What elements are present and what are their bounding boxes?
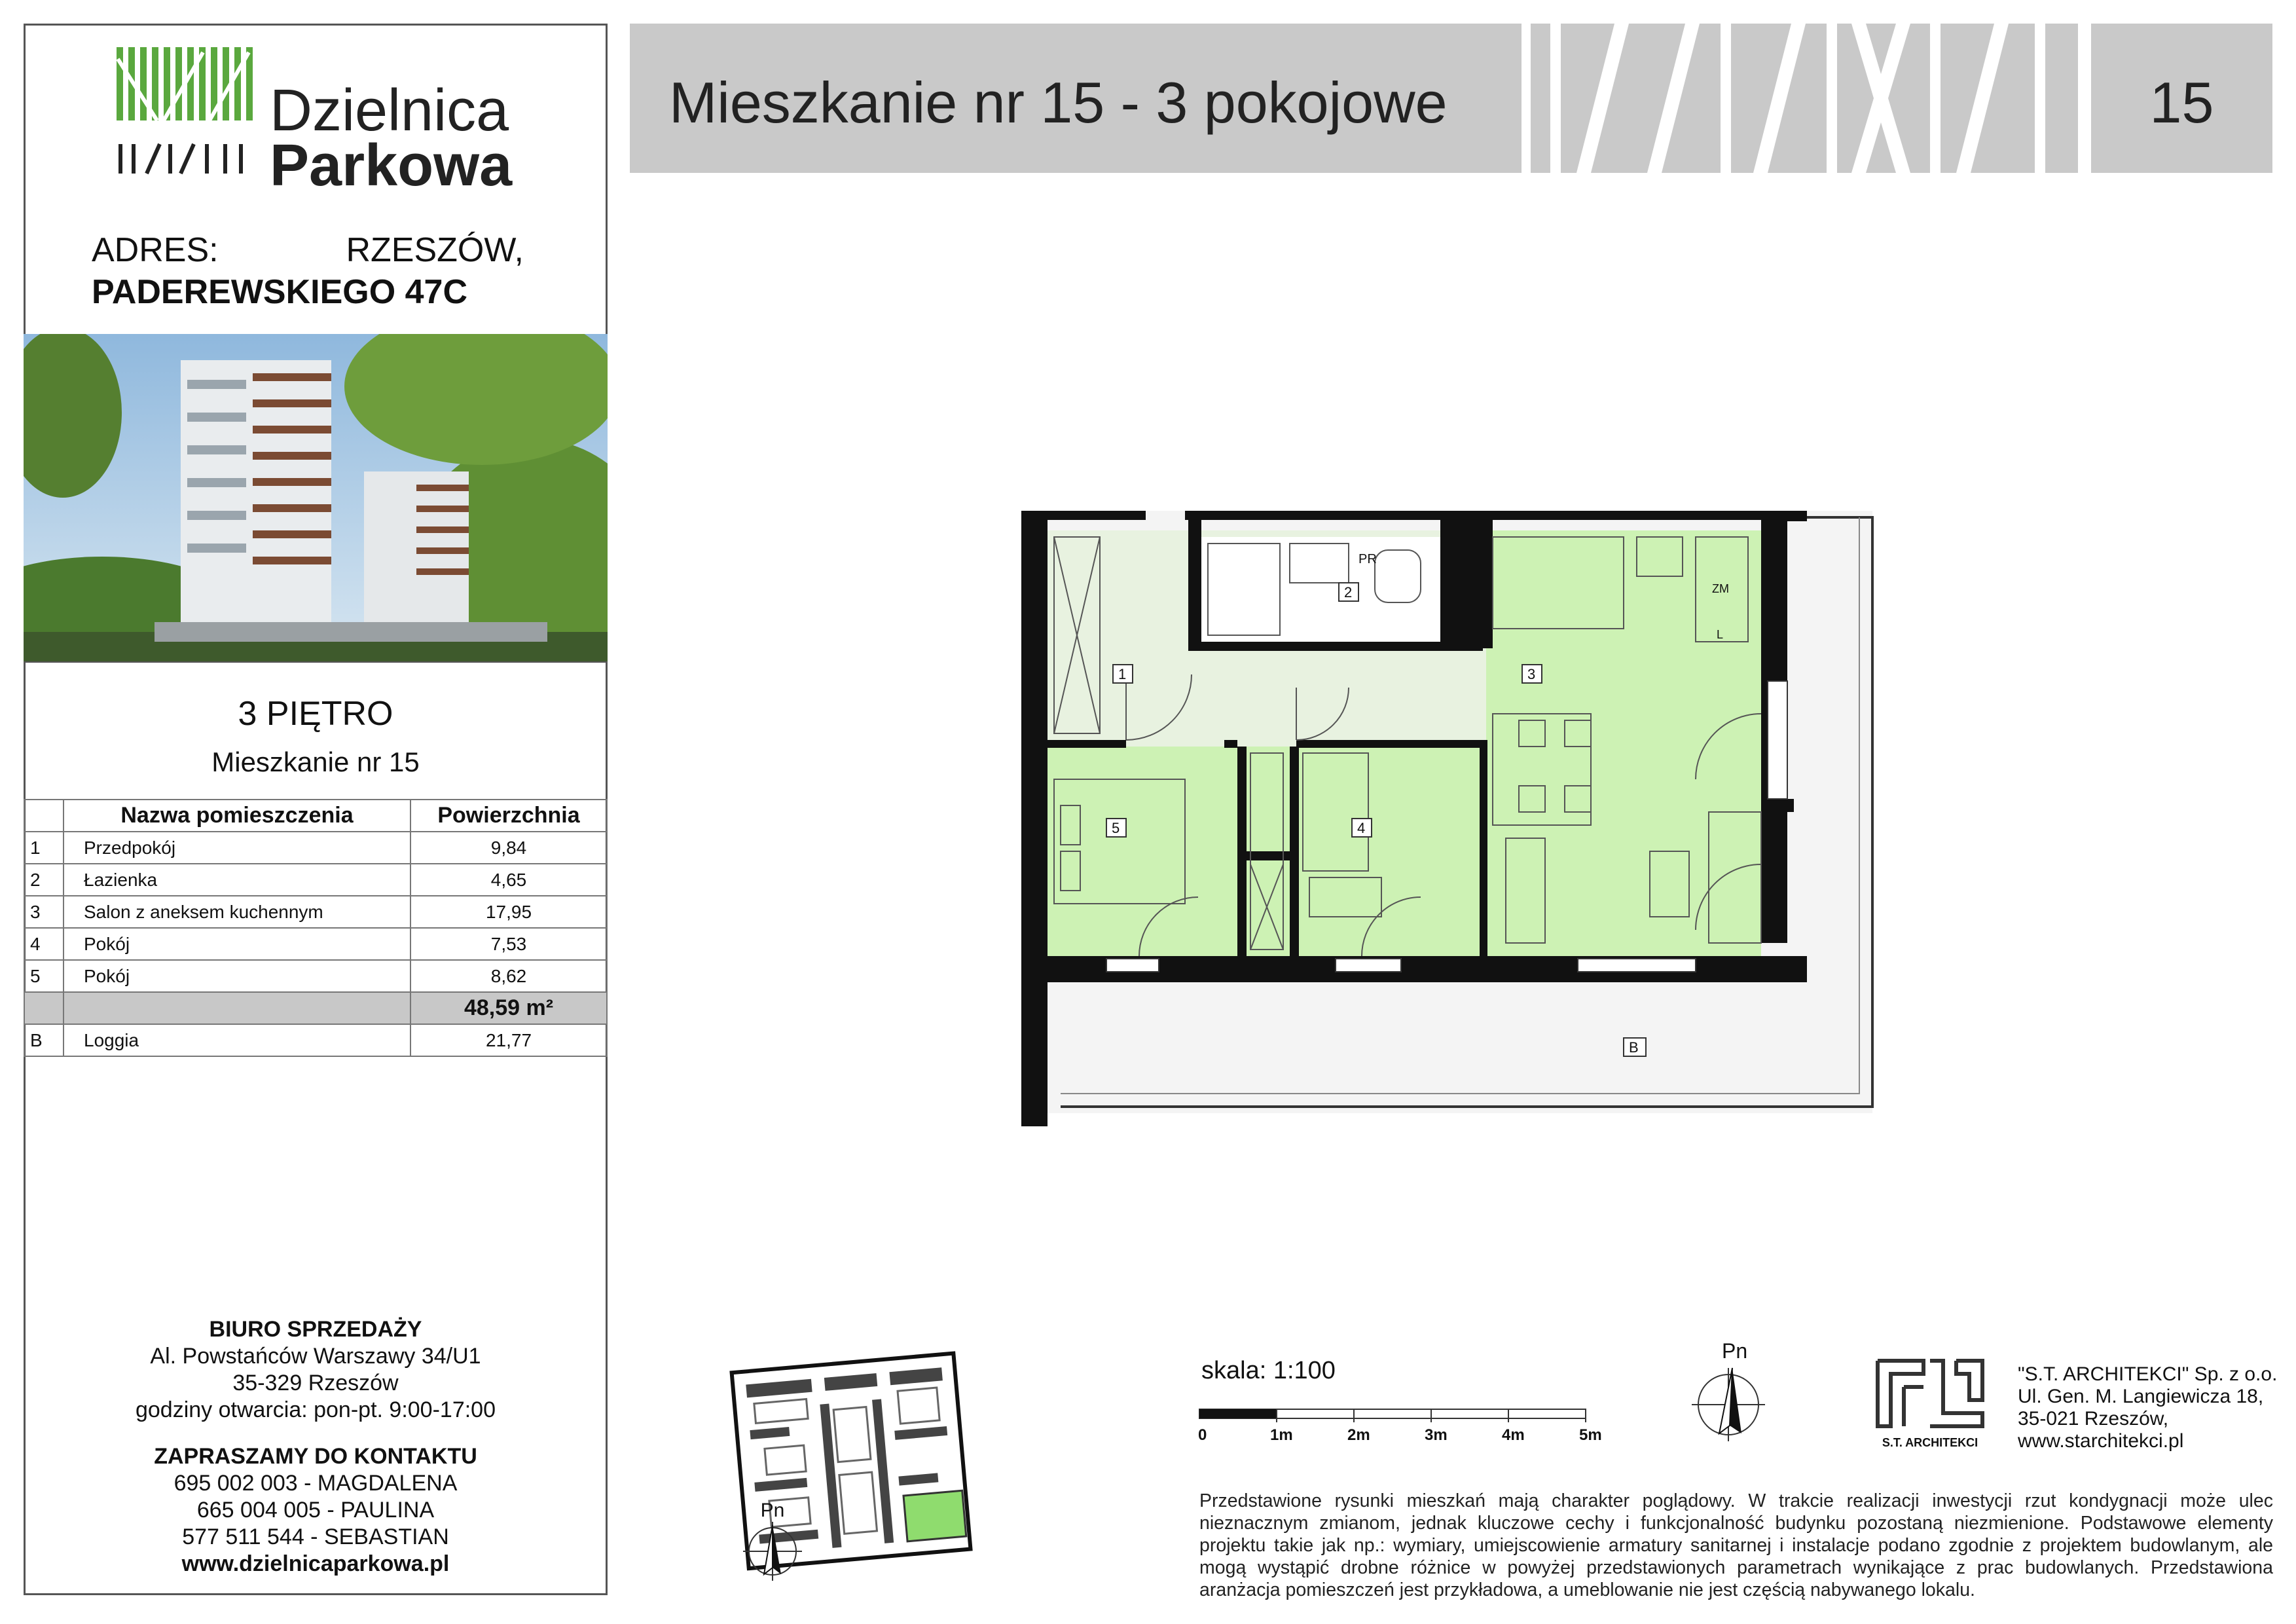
pr-label: PR [1358, 552, 1377, 566]
rooms-table [24, 799, 608, 1057]
room-name: Przedpokój [64, 832, 410, 864]
architect-street: Ul. Gen. M. Langiewicza 18, [2018, 1386, 2264, 1407]
room-num: 4 [24, 928, 64, 960]
contact-phone: 695 002 003 - MAGDALENA [173, 1471, 458, 1496]
contact-phone: 577 511 544 - SEBASTIAN [182, 1524, 449, 1549]
room-label-3: 3 [1527, 666, 1536, 682]
building-key-plan [727, 1329, 989, 1591]
room-area: 17,95 [410, 896, 607, 928]
scale-bar [1198, 1408, 1617, 1454]
building-photo [24, 334, 608, 661]
total-row [24, 992, 607, 1024]
sales-office-title: BIURO SPRZEDAŻY [209, 1317, 422, 1342]
architect-city: 35-021 Rzeszów, [2018, 1408, 2169, 1430]
room-label-2: 2 [1344, 584, 1353, 600]
room-label-5: 5 [1112, 820, 1120, 836]
address-block [92, 229, 524, 313]
room-num: 3 [24, 896, 64, 928]
address-label: ADRES: [92, 231, 219, 269]
address-street: PADEREWSKIEGO 47C [92, 273, 468, 311]
key-plan-highlight [903, 1490, 966, 1541]
table-header-row [24, 800, 607, 832]
room-label-1: 1 [1118, 666, 1127, 682]
room-area: 21,77 [410, 1024, 607, 1056]
scale-tick: 2m [1347, 1426, 1370, 1444]
compass-label: Pn [1722, 1339, 1748, 1363]
table-header-num [24, 800, 64, 832]
sales-office-block [24, 1316, 608, 1578]
room-name: Salon z aneksem kuchennym [64, 896, 410, 928]
table-row [24, 928, 607, 960]
table-header-name: Nazwa pomieszczenia [64, 800, 410, 832]
room-label-4: 4 [1357, 820, 1366, 836]
room-num: 2 [24, 864, 64, 896]
apartment-number: 15 [2149, 70, 2214, 135]
l-label: L [1717, 628, 1724, 641]
total-area: 48,59 m² [410, 992, 607, 1024]
room-name: Łazienka [64, 864, 410, 896]
architect-logo [1871, 1354, 1989, 1459]
compass-icon [1689, 1365, 1768, 1444]
apartment-subtitle: Mieszkanie nr 15 [211, 747, 420, 777]
architect-name: "S.T. ARCHITEKCI" Sp. z o.o. [2018, 1363, 2278, 1385]
brand-name-line2: Parkowa [270, 133, 513, 198]
room-num: 1 [24, 832, 64, 864]
compass-label: Pn [760, 1500, 785, 1521]
header-bar [630, 24, 1522, 173]
architect-website[interactable]: www.starchitekci.pl [2018, 1430, 2184, 1452]
table-header-area: Powierzchnia [410, 800, 607, 832]
disclaimer-text: Przedstawione rysunki mieszkań mają charakter poglądowy. W trakcie realizacji inwestycji rzut kondygnacji może ulec nieznacznym zmianom, jednak kluczowe cechy i funkcjonalność budynku pozostaną niezmienione. Podstawowe elementy projektu takie jak np.: wymiary, umiejscowienie armatury sanitarnej i instalacje podano zgodnie z projektem budowlanym, ale mogą wystąpić drobne różnice w powyżej przedstawionych parametrach wynikające z prac budowlanych. Przedstawiona aranżacja pomieszczeń jest przykładowa, a umeblowanie nie jest częścią nabywanego lokalu. [1199, 1490, 2273, 1600]
architect-info [2018, 1363, 2277, 1452]
st-architekci-logo-icon [1871, 1354, 1989, 1433]
floor-title: 3 PIĘTRO [238, 695, 393, 733]
scale-tick: 5m [1579, 1426, 1602, 1444]
room-name: Pokój [64, 960, 410, 992]
table-row [24, 1024, 607, 1056]
table-row [24, 960, 607, 992]
room-area: 8,62 [410, 960, 607, 992]
decorative-stripes [1531, 24, 2078, 173]
floor-plan [1008, 498, 1886, 1126]
brand-name-line1: Dzielnica [270, 78, 509, 143]
table-row [24, 864, 607, 896]
room-num: B [24, 1024, 64, 1056]
table-row [24, 896, 607, 928]
stripes-pattern-icon [1531, 24, 2078, 173]
address-city: RZESZÓW, [346, 231, 524, 269]
brand-logo [92, 39, 550, 198]
apartment-number-box [2091, 24, 2272, 173]
contact-title: ZAPRASZAMY DO KONTAKTU [154, 1444, 477, 1469]
zm-label: ZM [1712, 582, 1729, 595]
room-label-b: B [1629, 1039, 1639, 1056]
compass-icon [743, 1522, 802, 1581]
room-area: 7,53 [410, 928, 607, 960]
room-area: 9,84 [410, 832, 607, 864]
scale-tick: 1m [1270, 1426, 1293, 1444]
scale-label: skala: 1:100 [1201, 1357, 1336, 1384]
room-name: Pokój [64, 928, 410, 960]
sales-office-city: 35-329 Rzeszów [232, 1371, 399, 1395]
website-link[interactable]: www.dzielnicaparkowa.pl [181, 1551, 450, 1576]
contact-phone: 665 004 005 - PAULINA [196, 1498, 435, 1522]
scale-tick: 0 [1198, 1426, 1207, 1444]
scale-tick: 3m [1425, 1426, 1448, 1444]
sales-office-street: Al. Powstańców Warszawy 34/U1 [150, 1344, 481, 1369]
room-area: 4,65 [410, 864, 607, 896]
scale-tick: 4m [1502, 1426, 1525, 1444]
sales-office-hours: godziny otwarcia: pon-pt. 9:00-17:00 [135, 1397, 496, 1422]
scale-bar-graphic [1198, 1408, 1617, 1428]
page-title: Mieszkanie nr 15 - 3 pokojowe [669, 70, 1448, 135]
north-compass [1683, 1339, 1774, 1457]
room-num: 5 [24, 960, 64, 992]
room-name: Loggia [64, 1024, 410, 1056]
logo-mark-icon [92, 39, 262, 190]
architect-logo-caption: S.T. ARCHITEKCI [1882, 1436, 1978, 1449]
table-row [24, 832, 607, 864]
